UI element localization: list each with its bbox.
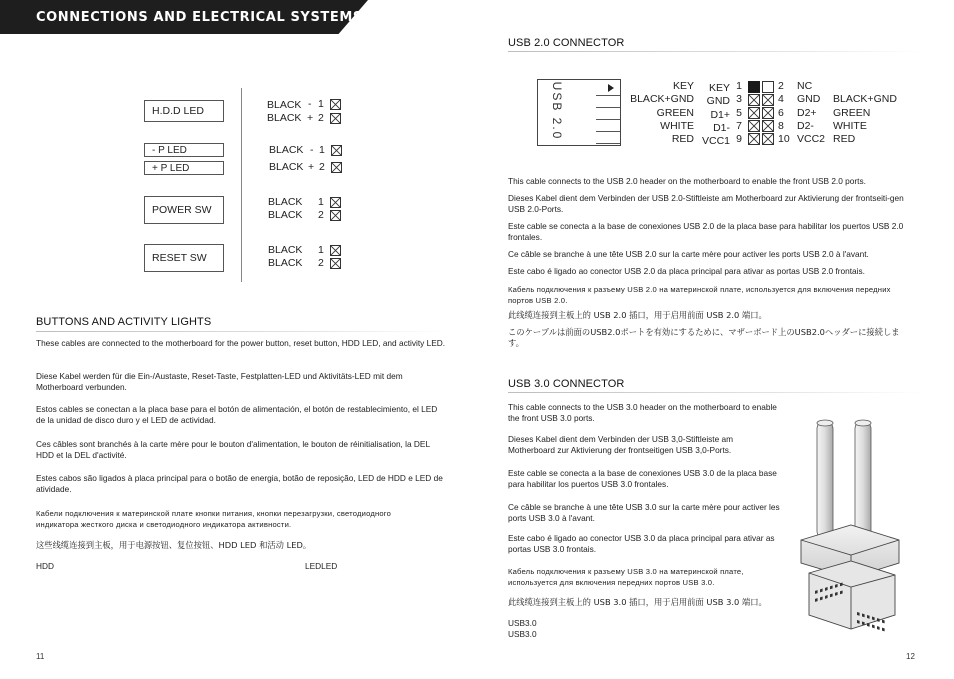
usb2-left-color-3: BLACK+GND xyxy=(630,93,694,106)
usb2-pin-grid xyxy=(746,79,776,145)
buttons-text-ru: Кабели подключения к материнской плате кнопки питания, кнопки перезагрузки, светодиодного индикатора жесткого диска и светодиодного индикатора активности. xyxy=(36,509,392,529)
hdd-led-sign-1: - xyxy=(308,98,312,110)
usb2-pin-number-8: 8 xyxy=(778,119,784,132)
diagram-divider xyxy=(241,88,242,282)
usb2-left-signal-7: D1- xyxy=(713,121,730,134)
usb2-text-es: Este cable se conecta a la base de conexiones USB 2.0 de la placa base para habilitar los puertos USB 2.0 frontales. xyxy=(508,221,904,242)
buttons-section-rule xyxy=(36,331,446,332)
led-footer-label: LEDLED xyxy=(305,561,338,571)
usb2-text-ru: Кабель подключения к разъему USB 2.0 на материнской плате, используется для включения передних портов USB 2.0. xyxy=(508,285,891,305)
power-sw-pin-2: 2 xyxy=(318,209,324,221)
usb2-pin-number-3: 3 xyxy=(736,93,742,106)
hdd-led-wire-2: BLACK xyxy=(267,112,302,124)
hdd-led-sign-2: + xyxy=(307,112,314,124)
buttons-text-en: These cables are connected to the motherboard for the power button, reset button, HDD LED, and activity LED. xyxy=(36,338,446,348)
power-sw-label: POWER SW xyxy=(144,196,224,224)
usb3-text-pt: Este cabo é ligado ao conector USB 3.0 da placa principal para ativar as portas USB 3.0 frontais. xyxy=(508,533,775,554)
power-sw-wire-2: BLACK xyxy=(268,209,303,221)
p-led-pin-2-icon xyxy=(331,162,342,173)
reset-sw-wire-2: BLACK xyxy=(268,257,303,269)
usb3-section-rule xyxy=(508,392,922,393)
usb2-left-color-1: KEY xyxy=(672,80,694,92)
usb2-right-signal-6: D2+ xyxy=(797,106,817,119)
hdd-led-pin-2: 2 xyxy=(318,112,324,124)
p-led-sign-2: + xyxy=(308,161,315,173)
usb2-right-color-2 xyxy=(833,80,903,93)
p-led-pin-1-icon xyxy=(331,145,342,156)
usb2-plug-wires xyxy=(596,95,620,145)
p-led-minus-label: - P LED xyxy=(144,143,224,157)
power-sw-pin-1: 1 xyxy=(318,196,324,208)
buttons-text-zh: 这些线缆连接到主板，用于电源按钮、复位按钮、HDD LED 和活动 LED。 xyxy=(36,540,312,550)
usb3-text-zh: 此线缆连接到主板上的 USB 3.0 插口，用于启用前面 USB 3.0 端口。 xyxy=(508,597,767,607)
usb2-text-de: Dieses Kabel dient dem Verbinden der USB 2.0-Stiftleiste am Motherboard zur Aktivierung der frontseiti-gen USB 2.0-Ports. xyxy=(508,193,904,214)
usb2-section-title: USB 2.0 CONNECTOR xyxy=(508,37,625,49)
usb2-left-signal-3: GND xyxy=(706,95,730,108)
front-panel-diagram xyxy=(130,84,360,284)
p-led-pin-2: 2 xyxy=(319,161,325,173)
usb2-text-fr: Ce câble se branche à une tête USB 2.0 sur la carte mère pour activer les ports USB 2.0 à l'avant. xyxy=(508,249,869,259)
buttons-text-es: Estos cables se conectan a la placa base para el botón de alimentación, el botón de restablecimiento, el LED de la unidad de disco duro y el LED de actividad. xyxy=(36,404,438,425)
hdd-led-pin-1: 1 xyxy=(318,98,324,110)
usb2-key-arrow-icon xyxy=(608,84,614,92)
usb2-pin-number-2: 2 xyxy=(778,80,784,92)
page-number-left: 11 xyxy=(36,652,45,661)
usb3-section-title: USB 3.0 CONNECTOR xyxy=(508,378,625,390)
usb3-connector-illustration xyxy=(795,415,925,640)
hdd-footer-label: HDD xyxy=(36,561,54,571)
reset-sw-pin-2-icon xyxy=(330,258,341,269)
power-sw-wire-1: BLACK xyxy=(268,196,303,208)
usb2-left-color-9: RED xyxy=(671,133,694,146)
usb2-left-signal-1: KEY xyxy=(708,82,730,94)
usb2-pin-7 xyxy=(748,120,760,132)
usb3-text-en: This cable connects to the USB 3.0 header on the motherboard to enable the front USB 3.0 ports. xyxy=(508,402,777,423)
usb2-pin-number-7: 7 xyxy=(736,119,742,132)
usb2-pin-6 xyxy=(762,107,774,119)
usb3-label-b: USB3.0 xyxy=(508,629,537,639)
usb2-left-signal-9: VCC1 xyxy=(701,135,730,148)
buttons-section-title: BUTTONS AND ACTIVITY LIGHTS xyxy=(36,316,212,328)
hdd-led-label: H.D.D LED xyxy=(144,100,224,122)
buttons-text-fr: Ces câbles sont branchés à la carte mère pour le bouton d'alimentation, le bouton de réinitialisation, la DEL HDD et la DEL d'activité. xyxy=(36,439,430,460)
usb2-right-color-6: GREEN xyxy=(833,106,871,119)
usb2-left-colors xyxy=(622,80,694,146)
power-sw-pin-2-icon xyxy=(330,210,341,221)
reset-sw-wire-1: BLACK xyxy=(268,244,303,256)
usb2-right-colors xyxy=(833,80,903,146)
usb2-pin-3 xyxy=(748,94,760,106)
usb3-text-fr: Ce câble se branche à une tête USB 3.0 sur la carte mère pour activer les ports USB 3.0 à l'avant. xyxy=(508,502,780,523)
usb2-right-color-10: RED xyxy=(833,133,856,146)
usb2-pin-10 xyxy=(762,133,774,145)
usb2-pin-number-5: 5 xyxy=(736,106,742,119)
usb3-text-es: Este cable se conecta a la base de conexiones USB 3.0 de la placa base para habilitar los puertos USB 3.0 frontales. xyxy=(508,468,777,489)
usb2-pin-2-nc xyxy=(762,81,774,93)
hdd-led-pin-1-icon xyxy=(330,99,341,110)
reset-sw-pin-2: 2 xyxy=(318,257,324,269)
usb2-connector-label: USB 2.0 xyxy=(550,81,564,141)
p-led-plus-label: + P LED xyxy=(144,161,224,175)
usb2-text-ja: このケーブルは前面のUSB2.0ポートを有効にするために、マザーボード上のUSB2.0ヘッダーに接続します。 xyxy=(508,327,900,348)
usb2-pin-number-9: 9 xyxy=(736,133,742,146)
usb2-left-color-7: WHITE xyxy=(660,119,694,132)
usb3-text-ru: Кабель подключения к разъему USB 3.0 на материнской плате, используется для включения передних портов USB 3.0. xyxy=(508,567,744,587)
usb2-connector-plug xyxy=(537,79,621,146)
reset-sw-label: RESET SW xyxy=(144,244,224,272)
usb2-text-pt: Este cabo é ligado ao conector USB 2.0 da placa principal para ativar as portas USB 2.0 frontais. xyxy=(508,266,865,276)
usb2-left-color-5: GREEN xyxy=(656,106,694,119)
usb3-label-a: USB3.0 xyxy=(508,618,537,628)
usb3-text-de: Dieses Kabel dient dem Verbinden der USB 3,0-Stiftleiste am Motherboard zur Aktivierung der frontseitigen USB 3,0-Ports. xyxy=(508,434,734,455)
buttons-text-pt: Estes cabos são ligados à placa principal para o botão de energia, botão de reposição, LED de HDD e LED de atividade. xyxy=(36,473,443,494)
p-led-sign-1: - xyxy=(310,144,314,156)
p-led-pin-1: 1 xyxy=(319,144,325,156)
usb2-pin-number-4: 4 xyxy=(778,93,784,106)
power-sw-pin-1-icon xyxy=(330,197,341,208)
usb2-pin-number-10: 10 xyxy=(778,133,790,146)
p-led-wire-2: BLACK xyxy=(269,161,304,173)
usb2-right-signals xyxy=(797,80,831,146)
hdd-led-wire-1: BLACK xyxy=(267,99,302,111)
usb2-pin-number-6: 6 xyxy=(778,106,784,119)
buttons-text-de: Diese Kabel werden für die Ein-/Austaste, Reset-Taste, Festplatten-LED und Aktivitäts-LED mit dem Motherboard verbunden. xyxy=(36,371,403,392)
usb2-pin-9 xyxy=(748,133,760,145)
usb2-left-signal-5: D1+ xyxy=(710,108,730,121)
usb2-right-color-4: BLACK+GND xyxy=(833,93,897,106)
page-number-right: 12 xyxy=(906,652,915,661)
usb2-text-zh: 此线缆连接到主板上的 USB 2.0 插口，用于启用前面 USB 2.0 端口。 xyxy=(508,310,767,320)
usb2-pin-1-key xyxy=(748,81,760,93)
usb2-text-en: This cable connects to the USB 2.0 header on the motherboard to enable the front USB 2.0 ports. xyxy=(508,176,866,186)
usb2-right-signal-4: GND xyxy=(797,93,821,106)
p-led-wire-1: BLACK xyxy=(269,144,304,156)
usb2-odd-pins xyxy=(734,80,744,146)
reset-sw-pin-1-icon xyxy=(330,245,341,256)
usb2-pin-5 xyxy=(748,107,760,119)
usb2-right-signal-8: D2- xyxy=(797,119,814,132)
usb2-right-signal-2: NC xyxy=(797,80,813,92)
usb2-right-color-8: WHITE xyxy=(833,119,867,132)
usb2-right-signal-10: VCC2 xyxy=(797,133,826,146)
usb2-even-pins xyxy=(778,80,794,146)
usb2-section-rule xyxy=(508,51,922,52)
usb2-pin-4 xyxy=(762,94,774,106)
usb2-left-signals xyxy=(696,82,730,148)
hdd-led-pin-2-icon xyxy=(330,113,341,124)
usb2-pin-8 xyxy=(762,120,774,132)
usb2-pin-number-1: 1 xyxy=(736,80,742,92)
page-title: CONNECTIONS AND ELECTRICAL SYSTEMS xyxy=(36,10,363,25)
reset-sw-pin-1: 1 xyxy=(318,244,324,256)
usb3-connector-icon xyxy=(795,415,925,640)
